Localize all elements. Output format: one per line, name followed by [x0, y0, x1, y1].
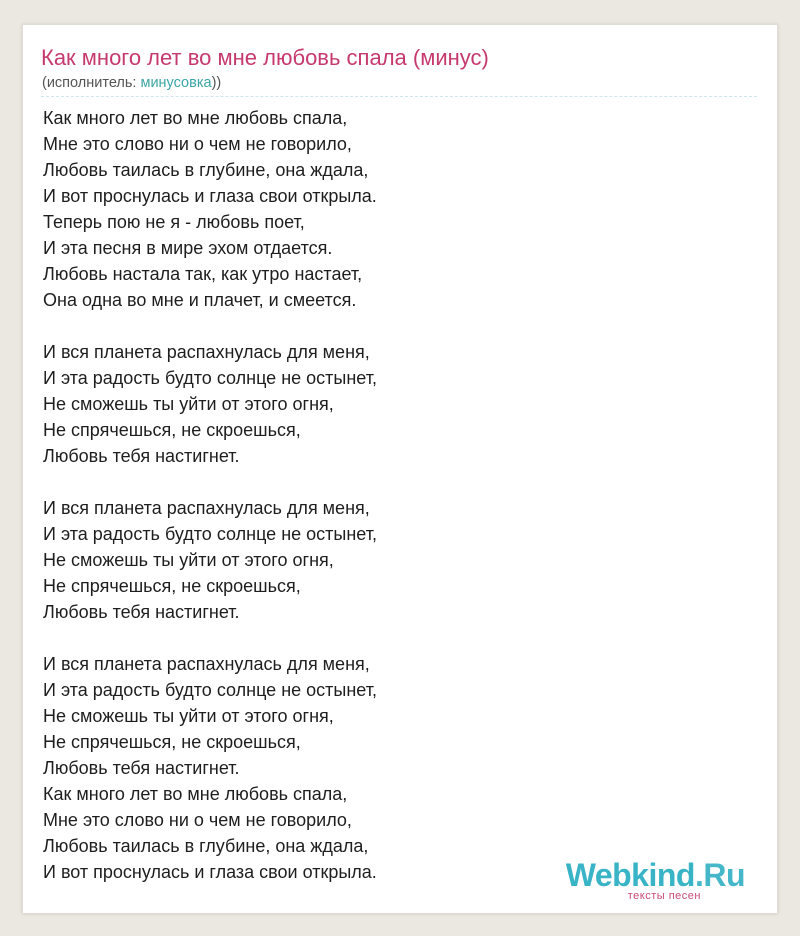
- lyrics-stanza: [43, 105, 743, 313]
- lyric-line: Мне это слово ни о чем не говорило,: [43, 810, 352, 830]
- dashed-divider: [41, 96, 757, 97]
- page-title: Как много лет во мне любовь спала (минус): [41, 45, 489, 70]
- lyric-line: Любовь настала так, как утро настает,: [43, 264, 363, 284]
- lyric-line: Не сможешь ты уйти от этого огня,: [43, 394, 334, 414]
- artist-link[interactable]: минусовка: [140, 75, 212, 91]
- lyrics-stanza: [43, 651, 743, 885]
- site-logo[interactable]: [545, 857, 745, 905]
- logo-tagline: тексты песен: [627, 890, 701, 902]
- lyric-line: Теперь пою не я - любовь поет,: [43, 212, 305, 232]
- artist-meta-suffix: )): [211, 75, 222, 91]
- lyric-line: И эта радость будто солнце не остынет,: [43, 368, 377, 388]
- lyric-line: Она одна во мне и плачет, и смеется.: [43, 290, 357, 310]
- lyric-line: И эта песня в мире эхом отдается.: [43, 238, 333, 258]
- lyric-line: Любовь таилась в глубине, она ждала,: [43, 160, 369, 180]
- lyric-line: Любовь тебя настигнет.: [43, 602, 240, 622]
- lyric-line: И вот проснулась и глаза свои открыла.: [43, 186, 377, 206]
- lyric-line: Не сможешь ты уйти от этого огня,: [43, 706, 334, 726]
- lyric-line: И эта радость будто солнце не остынет,: [43, 680, 377, 700]
- lyric-line: И вся планета распахнулась для меня,: [43, 498, 370, 518]
- lyric-line: Не сможешь ты уйти от этого огня,: [43, 550, 334, 570]
- lyric-line: Не спрячешься, не скроешься,: [43, 732, 301, 752]
- lyrics-stanza: [43, 495, 743, 625]
- lyric-line: Любовь таилась в глубине, она ждала,: [43, 836, 369, 856]
- lyric-line: Как много лет во мне любовь спала,: [43, 108, 348, 128]
- logo-brand: Webkind: [565, 857, 695, 893]
- lyric-line: Не спрячешься, не скроешься,: [43, 420, 301, 440]
- logo-tld: .Ru: [694, 857, 745, 893]
- artist-meta-prefix: (исполнитель:: [42, 75, 141, 91]
- lyrics-body: [43, 105, 743, 911]
- lyric-line: Не спрячешься, не скроешься,: [43, 576, 301, 596]
- lyric-line: Мне это слово ни о чем не говорило,: [43, 134, 352, 154]
- logo-wordmark: [566, 857, 745, 893]
- lyric-line: Любовь тебя настигнет.: [43, 758, 240, 778]
- lyrics-card: [22, 24, 778, 914]
- lyric-line: И вот проснулась и глаза свои открыла.: [43, 862, 377, 882]
- lyrics-stanza: [43, 339, 743, 469]
- lyric-line: И эта радость будто солнце не остынет,: [43, 524, 377, 544]
- lyric-line: И вся планета распахнулась для меня,: [43, 342, 370, 362]
- lyric-line: Как много лет во мне любовь спала,: [43, 784, 348, 804]
- artist-meta: [42, 74, 221, 92]
- lyric-line: И вся планета распахнулась для меня,: [43, 654, 370, 674]
- lyric-line: Любовь тебя настигнет.: [43, 446, 240, 466]
